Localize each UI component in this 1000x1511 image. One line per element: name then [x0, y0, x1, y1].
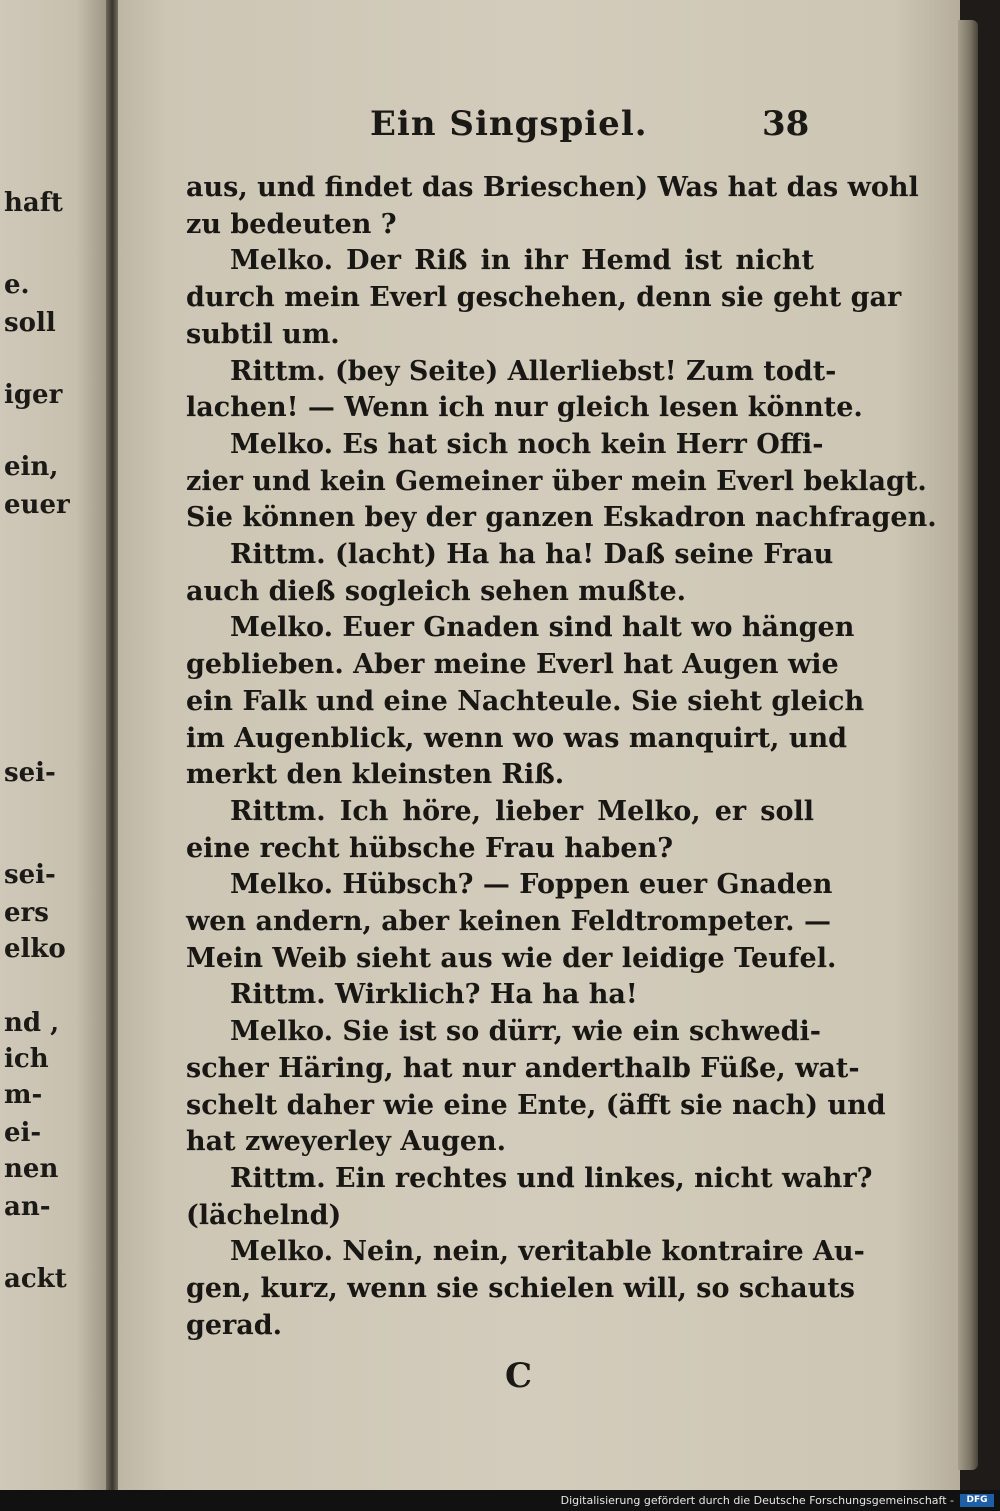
left-fragment: ein,: [4, 452, 59, 482]
text-line: hat zweyerley Augen.: [186, 1126, 507, 1157]
text-line: Melko. Nein, nein, veritable kontraire Au-: [230, 1236, 865, 1267]
text-line: Rittm. Ein rechtes und linkes, nicht wahr?: [230, 1163, 873, 1194]
left-fragment: nen: [4, 1154, 59, 1184]
text-line: Melko. Es hat sich noch kein Herr Offi-: [230, 429, 824, 460]
left-fragment: e.: [4, 270, 30, 300]
left-fragment: euer: [4, 490, 70, 520]
text-line: subtil um.: [186, 319, 340, 350]
text-line: durch mein Everl geschehen, denn sie geht gar: [186, 282, 902, 313]
left-fragment: ackt: [4, 1264, 67, 1294]
page-edge: [958, 20, 978, 1470]
left-fragment: an-: [4, 1192, 51, 1222]
left-fragment: ers: [4, 898, 49, 928]
footer-credit: Digitalisierung gefördert durch die Deutsche Forschungsgemeinschaft -: [560, 1494, 954, 1507]
signature-mark: C: [505, 1356, 533, 1396]
text-line: zier und kein Gemeiner über mein Everl beklagt.: [186, 466, 927, 497]
dfg-logo: DFG: [960, 1494, 994, 1507]
text-line: Rittm. Ich höre, lieber Melko, er soll: [230, 796, 814, 827]
text-line: zu bedeuten ?: [186, 209, 397, 240]
left-fragment: sei-: [4, 758, 56, 788]
page-number: 38: [762, 104, 810, 144]
left-fragment: sei-: [4, 860, 56, 890]
left-fragment: ich: [4, 1044, 49, 1074]
text-line: Melko. Euer Gnaden sind halt wo hängen: [230, 612, 855, 643]
left-fragment: haft: [4, 188, 63, 218]
text-line: merkt den kleinsten Riß.: [186, 759, 565, 790]
footer-bar: [0, 1490, 1000, 1511]
left-fragment: soll: [4, 308, 56, 338]
text-line: Rittm. (bey Seite) Allerliebst! Zum todt-: [230, 356, 837, 387]
text-line: schelt daher wie eine Ente, (äfft sie nach) und: [186, 1090, 886, 1121]
text-line: Sie können bey der ganzen Eskadron nachfragen.: [186, 502, 937, 533]
text-line: gen, kurz, wenn sie schielen will, so schauts: [186, 1273, 855, 1304]
text-line: lachen! — Wenn ich nur gleich lesen könnte.: [186, 392, 863, 423]
text-line: Mein Weib sieht aus wie der leidige Teufel.: [186, 943, 837, 974]
text-line: scher Häring, hat nur anderthalb Füße, wat-: [186, 1053, 860, 1084]
text-line: wen andern, aber keinen Feldtrompeter. —: [186, 906, 831, 937]
left-fragment: elko: [4, 934, 66, 964]
left-fragment: ei-: [4, 1118, 42, 1148]
left-fragment: m-: [4, 1080, 43, 1110]
text-line: Rittm. (lacht) Ha ha ha! Daß seine Frau: [230, 539, 834, 570]
text-line: aus, und findet das Brieschen) Was hat das wohl: [186, 172, 919, 203]
text-line: Melko. Hübsch? — Foppen euer Gnaden: [230, 869, 833, 900]
text-line: (lächelnd): [186, 1200, 342, 1231]
text-line: auch dieß sogleich sehen mußte.: [186, 576, 687, 607]
text-line: geblieben. Aber meine Everl hat Augen wie: [186, 649, 839, 680]
text-line: ein Falk und eine Nachteule. Sie sieht gleich: [186, 686, 865, 717]
text-line: gerad.: [186, 1310, 283, 1341]
text-line: Melko. Der Riß in ihr Hemd ist nicht: [230, 245, 814, 276]
text-line: Melko. Sie ist so dürr, wie ein schwedi-: [230, 1016, 822, 1047]
text-line: Rittm. Wirklich? Ha ha ha!: [230, 979, 638, 1010]
running-head: Ein Singspiel.: [370, 104, 648, 144]
text-line: im Augenblick, wenn wo was manquirt, und: [186, 723, 847, 754]
left-fragment: iger: [4, 380, 63, 410]
text-line: eine recht hübsche Frau haben?: [186, 833, 674, 864]
left-fragment: nd ,: [4, 1008, 60, 1038]
